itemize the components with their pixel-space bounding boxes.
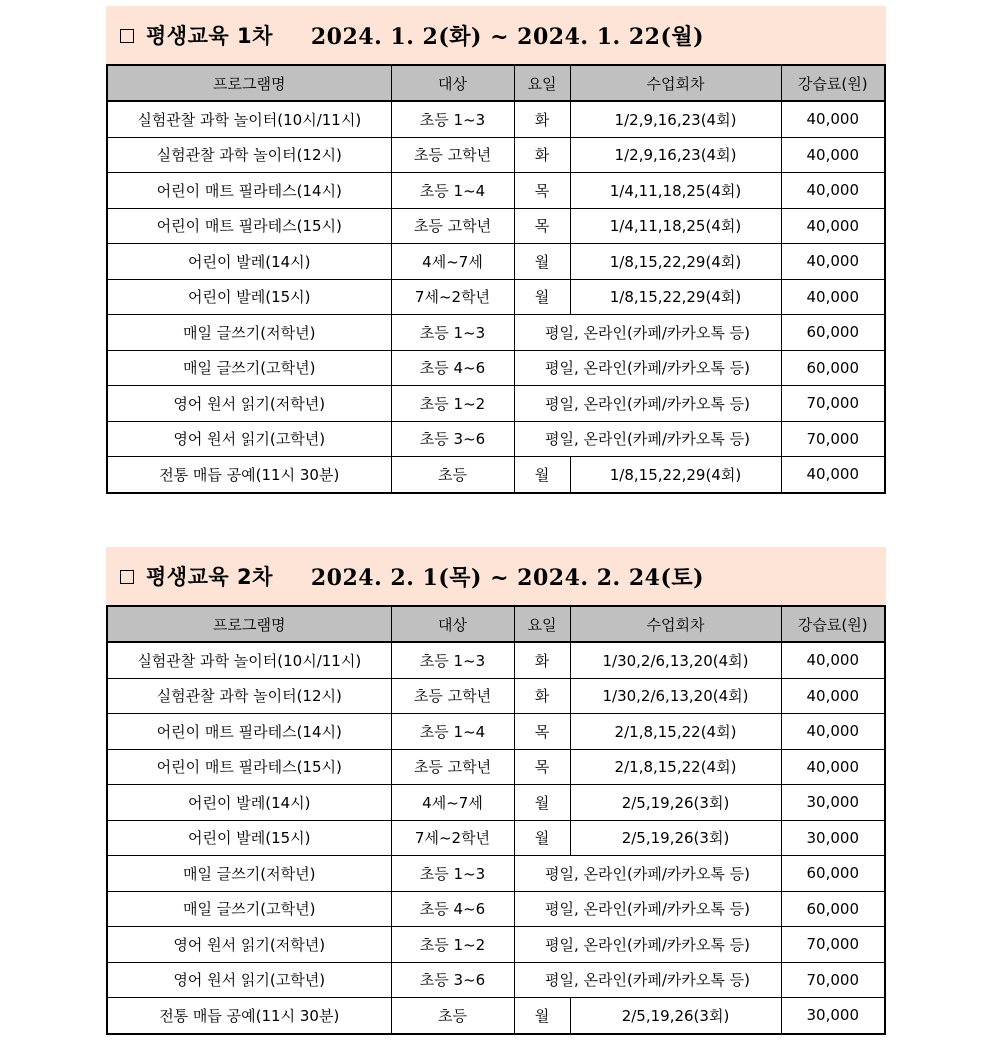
table-row bbox=[107, 315, 885, 351]
cell-program: 전통 매듭 공예(11시 30분) bbox=[107, 457, 391, 493]
table-row bbox=[107, 137, 885, 173]
table-row bbox=[107, 785, 885, 821]
cell-target: 초등 1~2 bbox=[391, 386, 514, 422]
header-target: 대상 bbox=[391, 606, 514, 642]
cell-program: 실험관찰 과학 놀이터(12시) bbox=[107, 678, 391, 714]
cell-day: 평일, 온라인(카페/카카오톡 등) bbox=[514, 315, 781, 351]
table-row bbox=[107, 386, 885, 422]
cell-sessions: 1/8,15,22,29(4회) bbox=[570, 244, 781, 280]
cell-sessions: 1/30,2/6,13,20(4회) bbox=[570, 642, 781, 678]
table-row bbox=[107, 279, 885, 315]
cell-target: 초등 1~3 bbox=[391, 856, 514, 892]
cell-fee: 70,000 bbox=[781, 386, 885, 422]
schedule-table bbox=[106, 605, 886, 1035]
cell-day: 월 bbox=[514, 244, 570, 280]
cell-day: 목 bbox=[514, 173, 570, 209]
cell-fee: 60,000 bbox=[781, 315, 885, 351]
cell-sessions: 1/4,11,18,25(4회) bbox=[570, 208, 781, 244]
cell-program: 어린이 발레(14시) bbox=[107, 244, 391, 280]
table-row bbox=[107, 350, 885, 386]
cell-target: 7세~2학년 bbox=[391, 279, 514, 315]
cell-day: 평일, 온라인(카페/카카오톡 등) bbox=[514, 891, 781, 927]
cell-fee: 40,000 bbox=[781, 642, 885, 678]
cell-program: 전통 매듭 공예(11시 30분) bbox=[107, 998, 391, 1034]
table-row bbox=[107, 421, 885, 457]
cell-program: 영어 원서 읽기(고학년) bbox=[107, 962, 391, 998]
table-row bbox=[107, 678, 885, 714]
checkbox-square-icon bbox=[120, 29, 134, 43]
cell-fee: 40,000 bbox=[781, 173, 885, 209]
header-target: 대상 bbox=[391, 65, 514, 101]
checkbox-square-icon bbox=[120, 570, 134, 584]
cell-target: 초등 1~3 bbox=[391, 315, 514, 351]
cell-day: 월 bbox=[514, 820, 570, 856]
cell-day: 화 bbox=[514, 642, 570, 678]
cell-target: 초등 고학년 bbox=[391, 137, 514, 173]
cell-program: 실험관찰 과학 놀이터(10시/11시) bbox=[107, 101, 391, 137]
schedule-table bbox=[106, 64, 886, 494]
cell-day: 월 bbox=[514, 279, 570, 315]
cell-sessions: 2/1,8,15,22(4회) bbox=[570, 749, 781, 785]
table-row bbox=[107, 642, 885, 678]
cell-target: 4세~7세 bbox=[391, 785, 514, 821]
cell-fee: 40,000 bbox=[781, 244, 885, 280]
table-row bbox=[107, 927, 885, 963]
cell-day: 목 bbox=[514, 208, 570, 244]
cell-target: 초등 4~6 bbox=[391, 350, 514, 386]
table-row bbox=[107, 457, 885, 493]
section-period: 2024. 2. 1(목) ~ 2024. 2. 24(토) bbox=[310, 564, 705, 591]
cell-program: 어린이 매트 필라테스(14시) bbox=[107, 173, 391, 209]
cell-fee: 40,000 bbox=[781, 749, 885, 785]
cell-day: 목 bbox=[514, 714, 570, 750]
header-sessions: 수업회차 bbox=[570, 606, 781, 642]
table-row bbox=[107, 714, 885, 750]
section-1-banner bbox=[106, 6, 886, 64]
cell-fee: 40,000 bbox=[781, 101, 885, 137]
cell-program: 매일 글쓰기(저학년) bbox=[107, 315, 391, 351]
cell-sessions: 1/2,9,16,23(4회) bbox=[570, 137, 781, 173]
cell-day: 평일, 온라인(카페/카카오톡 등) bbox=[514, 386, 781, 422]
cell-sessions: 2/5,19,26(3회) bbox=[570, 785, 781, 821]
cell-fee: 70,000 bbox=[781, 927, 885, 963]
cell-fee: 40,000 bbox=[781, 457, 885, 493]
cell-program: 매일 글쓰기(저학년) bbox=[107, 856, 391, 892]
cell-target: 초등 1~2 bbox=[391, 927, 514, 963]
cell-program: 어린이 발레(15시) bbox=[107, 820, 391, 856]
section-period: 2024. 1. 2(화) ~ 2024. 1. 22(월) bbox=[310, 23, 705, 50]
cell-sessions: 1/8,15,22,29(4회) bbox=[570, 279, 781, 315]
cell-day: 평일, 온라인(카페/카카오톡 등) bbox=[514, 856, 781, 892]
cell-sessions: 2/1,8,15,22(4회) bbox=[570, 714, 781, 750]
cell-program: 어린이 발레(14시) bbox=[107, 785, 391, 821]
cell-target: 초등 bbox=[391, 457, 514, 493]
cell-fee: 30,000 bbox=[781, 998, 885, 1034]
cell-fee: 40,000 bbox=[781, 208, 885, 244]
cell-program: 어린이 매트 필라테스(15시) bbox=[107, 208, 391, 244]
cell-fee: 40,000 bbox=[781, 279, 885, 315]
header-program: 프로그램명 bbox=[107, 65, 391, 101]
cell-sessions: 1/30,2/6,13,20(4회) bbox=[570, 678, 781, 714]
cell-fee: 60,000 bbox=[781, 891, 885, 927]
cell-fee: 70,000 bbox=[781, 421, 885, 457]
table-header-row bbox=[107, 65, 885, 101]
section-1 bbox=[106, 6, 886, 494]
cell-program: 어린이 매트 필라테스(14시) bbox=[107, 714, 391, 750]
cell-day: 평일, 온라인(카페/카카오톡 등) bbox=[514, 421, 781, 457]
cell-day: 화 bbox=[514, 101, 570, 137]
cell-fee: 30,000 bbox=[781, 820, 885, 856]
section-2-banner bbox=[106, 547, 886, 605]
cell-target: 초등 4~6 bbox=[391, 891, 514, 927]
table-row bbox=[107, 962, 885, 998]
cell-program: 어린이 발레(15시) bbox=[107, 279, 391, 315]
cell-sessions: 2/5,19,26(3회) bbox=[570, 998, 781, 1034]
cell-target: 초등 bbox=[391, 998, 514, 1034]
cell-fee: 30,000 bbox=[781, 785, 885, 821]
cell-program: 실험관찰 과학 놀이터(10시/11시) bbox=[107, 642, 391, 678]
cell-sessions: 1/4,11,18,25(4회) bbox=[570, 173, 781, 209]
cell-day: 월 bbox=[514, 998, 570, 1034]
table-row bbox=[107, 101, 885, 137]
cell-day: 평일, 온라인(카페/카카오톡 등) bbox=[514, 350, 781, 386]
section-2 bbox=[106, 547, 886, 1035]
cell-day: 월 bbox=[514, 457, 570, 493]
header-fee: 강습료(원) bbox=[781, 606, 885, 642]
table-row bbox=[107, 998, 885, 1034]
table-row bbox=[107, 208, 885, 244]
cell-day: 평일, 온라인(카페/카카오톡 등) bbox=[514, 962, 781, 998]
cell-target: 초등 1~3 bbox=[391, 101, 514, 137]
table-header-row bbox=[107, 606, 885, 642]
cell-target: 7세~2학년 bbox=[391, 820, 514, 856]
cell-program: 어린이 매트 필라테스(15시) bbox=[107, 749, 391, 785]
table-row bbox=[107, 749, 885, 785]
cell-target: 초등 1~4 bbox=[391, 714, 514, 750]
cell-target: 초등 고학년 bbox=[391, 678, 514, 714]
cell-target: 초등 3~6 bbox=[391, 962, 514, 998]
section-title: 평생교육 1차 bbox=[146, 24, 273, 48]
cell-day: 화 bbox=[514, 137, 570, 173]
cell-day: 월 bbox=[514, 785, 570, 821]
cell-sessions: 1/2,9,16,23(4회) bbox=[570, 101, 781, 137]
cell-program: 영어 원서 읽기(저학년) bbox=[107, 386, 391, 422]
cell-sessions: 1/8,15,22,29(4회) bbox=[570, 457, 781, 493]
table-row bbox=[107, 820, 885, 856]
section-title: 평생교육 2차 bbox=[146, 565, 273, 589]
cell-program: 영어 원서 읽기(저학년) bbox=[107, 927, 391, 963]
table-row bbox=[107, 856, 885, 892]
cell-fee: 40,000 bbox=[781, 137, 885, 173]
cell-target: 4세~7세 bbox=[391, 244, 514, 280]
cell-target: 초등 고학년 bbox=[391, 208, 514, 244]
header-fee: 강습료(원) bbox=[781, 65, 885, 101]
header-program: 프로그램명 bbox=[107, 606, 391, 642]
cell-fee: 70,000 bbox=[781, 962, 885, 998]
cell-sessions: 2/5,19,26(3회) bbox=[570, 820, 781, 856]
table-row bbox=[107, 244, 885, 280]
header-day: 요일 bbox=[514, 65, 570, 101]
cell-fee: 40,000 bbox=[781, 714, 885, 750]
cell-day: 목 bbox=[514, 749, 570, 785]
cell-fee: 60,000 bbox=[781, 856, 885, 892]
header-day: 요일 bbox=[514, 606, 570, 642]
cell-fee: 60,000 bbox=[781, 350, 885, 386]
cell-target: 초등 3~6 bbox=[391, 421, 514, 457]
table-row bbox=[107, 891, 885, 927]
cell-target: 초등 1~4 bbox=[391, 173, 514, 209]
cell-day: 화 bbox=[514, 678, 570, 714]
cell-target: 초등 1~3 bbox=[391, 642, 514, 678]
cell-program: 매일 글쓰기(고학년) bbox=[107, 891, 391, 927]
cell-program: 영어 원서 읽기(고학년) bbox=[107, 421, 391, 457]
cell-program: 실험관찰 과학 놀이터(12시) bbox=[107, 137, 391, 173]
table-row bbox=[107, 173, 885, 209]
cell-fee: 40,000 bbox=[781, 678, 885, 714]
cell-target: 초등 고학년 bbox=[391, 749, 514, 785]
cell-program: 매일 글쓰기(고학년) bbox=[107, 350, 391, 386]
header-sessions: 수업회차 bbox=[570, 65, 781, 101]
cell-day: 평일, 온라인(카페/카카오톡 등) bbox=[514, 927, 781, 963]
